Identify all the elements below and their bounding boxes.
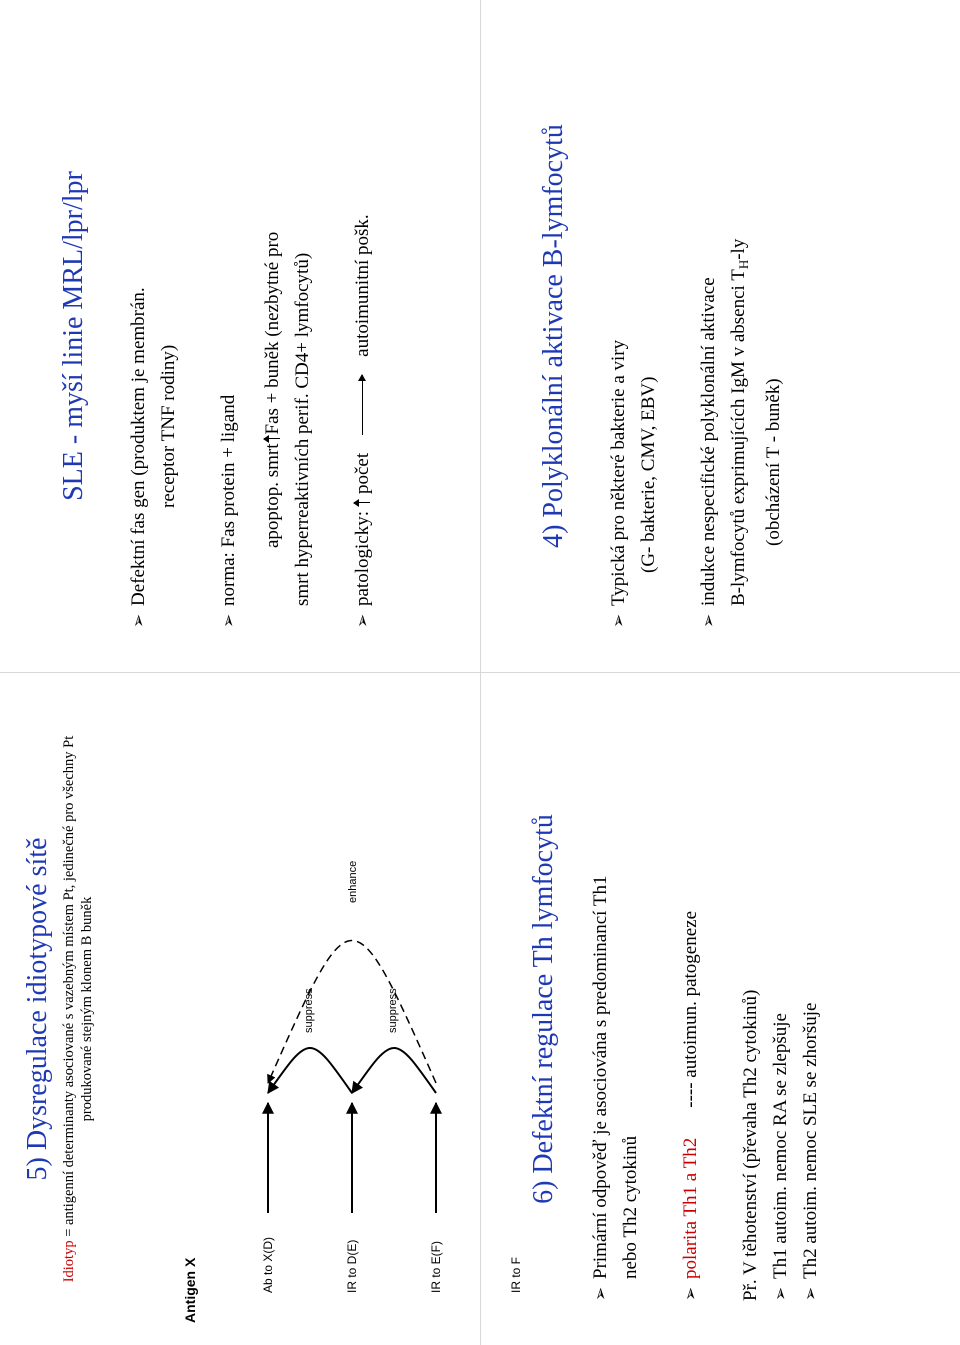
example-text: Př. V těhotenství (převaha Th2 cytokinů) (740, 989, 761, 1301)
bullet-item (796, 673, 826, 1301)
idiotype-definition (60, 673, 96, 1345)
row-label: IR to E(F) (429, 1240, 443, 1293)
slide-idiotype (0, 673, 523, 1345)
row-label: IR to F (509, 1256, 523, 1293)
subscript-h: H (736, 259, 751, 270)
idiotype-network-diagram (160, 685, 523, 1333)
slide-title: SLE - myší linie MRL/lpr/lpr (58, 171, 89, 501)
bullet-text: (obcházení T - buněk) (763, 378, 784, 546)
bullet-text: receptor TNF rodiny) (158, 344, 179, 508)
bullet-text (258, 0, 288, 628)
bullet-item (766, 673, 796, 1301)
slide-title: 6) Defektní regulace Th lymfocytů (528, 814, 559, 1204)
suppress-arc (268, 1048, 352, 1093)
bullet-text: Th1 autoim. nemoc RA se zlepšuje (770, 1013, 791, 1279)
bullet-text: smrt hyperreaktivních perif. CD4+ lymfocytů) (292, 252, 313, 606)
bullet-text: indukce nespecifické polyklonální aktivace (698, 277, 719, 606)
pathology-label: patologicky: (352, 511, 373, 606)
idiotype-def-text: = antigenní determinanty asociované s vazebným místem Pt, jedinečné pro všechny Pt produkované stejným klonem B buněk (61, 735, 95, 1241)
bullet-item (214, 0, 244, 628)
up-arrow-icon (264, 439, 280, 440)
bullet-text: Defektní fas gen (produktem je membrán. (128, 287, 149, 606)
bullet-text: norma: Fas protein + ligand (218, 394, 239, 606)
enhance-label: enhance (347, 860, 359, 903)
bullet-item (348, 0, 378, 628)
row-label: IR to D(E) (345, 1239, 359, 1293)
bullet-text: Th2 autoim. nemoc SLE se zhoršuje (800, 1002, 821, 1279)
bullet-text: Typická pro některé bakterie a viry (608, 339, 629, 606)
slide-th-regulation (480, 673, 960, 1345)
b-lymph-text: B-lymfocytů exprimujících IgM v absenci T (728, 269, 749, 606)
bullet-item (694, 0, 724, 628)
damage-text: autoimunitní pošk. (352, 214, 373, 357)
enhance-arc (268, 941, 436, 1084)
slide-polyclonal (480, 0, 960, 672)
apoptosis-text: apoptop. smrt (262, 443, 283, 548)
slide-title: 5) Dysregulace idiotypové sítě (22, 837, 53, 1181)
bullet-text: Primární odpověď je asociována s predominancí Th1 (590, 875, 611, 1279)
row-label: Ab to X(D) (261, 1236, 275, 1293)
slide-title: 4) Polyklonální aktivace B-lymfocytů (538, 124, 569, 548)
fas-text: Fas + buněk (nezbytné pro (262, 231, 283, 435)
antigen-label: Antigen X (182, 1257, 198, 1323)
suppress-label: suppress (303, 988, 315, 1033)
bullet-item (124, 0, 154, 628)
idiotype-term: Idiotyp (61, 1240, 77, 1283)
count-text: počet (352, 452, 373, 495)
up-arrow-icon (354, 502, 370, 503)
suppress-label: suppress (387, 988, 399, 1033)
bullet-text: nebo Th2 cytokinů (620, 1135, 641, 1279)
bullet-text: (G- bakterie, CMV, EBV) (638, 376, 659, 573)
bullet-text (724, 0, 759, 628)
ly-text: -ly (728, 238, 749, 260)
slide-sle (0, 0, 480, 672)
polarity-text: polarita Th1 a Th2 (680, 1137, 701, 1279)
bullet-item (676, 673, 706, 1301)
right-arrow-icon (362, 375, 363, 435)
bullet-item (604, 0, 634, 628)
pathogenesis-text: ---- autoimun. patogeneze (680, 910, 701, 1108)
bullet-item (586, 673, 616, 1301)
